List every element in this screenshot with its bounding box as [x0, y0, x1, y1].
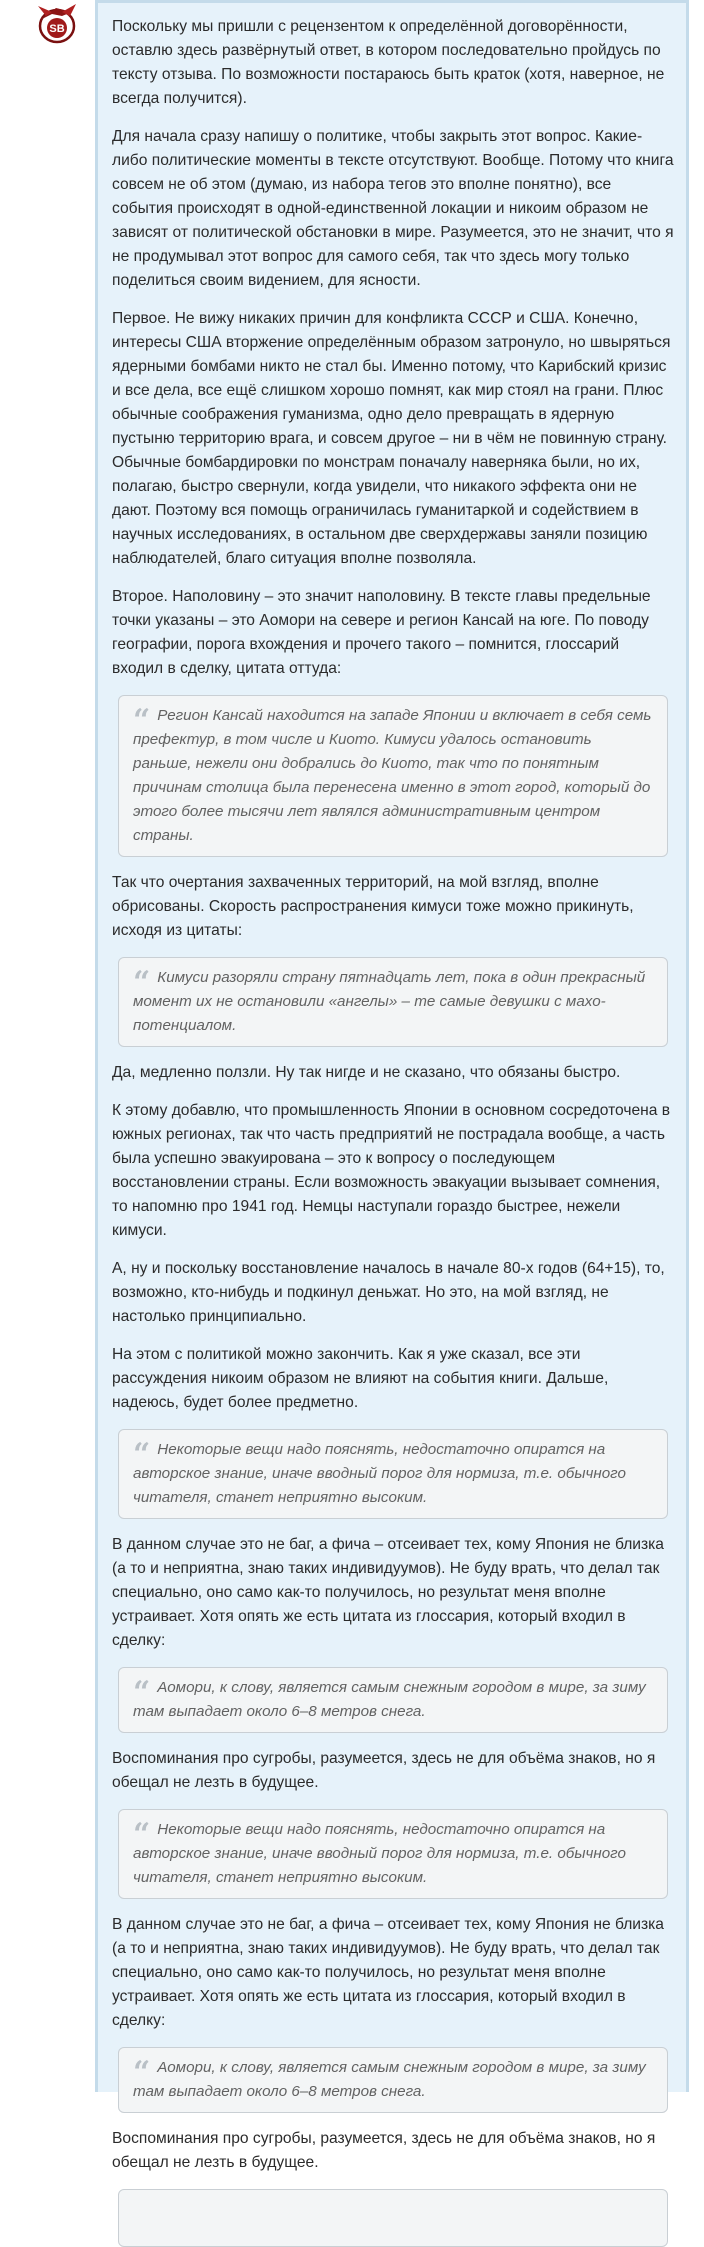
- quote-text: Аомори, к слову, является самым снежным городом в мире, за зиму там выпадает около 6–8 метров снега.: [133, 1679, 646, 1720]
- quote-icon: “: [133, 1675, 150, 1710]
- paragraph: Так что очертания захваченных территорий, на мой взгляд, вполне обрисованы. Скорость распространения кимуси тоже можно прикинуть, исходя из цитаты:: [112, 874, 634, 939]
- paragraph: На этом с политикой можно закончить. Как я уже сказал, все эти рассуждения никоим образом не влияют на события книги. Дальше, надеюсь, будет более предметно.: [112, 1346, 609, 1411]
- paragraph-first: Первое. Не вижу никаких причин для конфликта СССР и США. Конечно, интересы США вторжение определённым образом затронуло, но швыряться ядерными бомбами никто не стал бы. Именно потому, что Карибский кризис и все дела, все ещё слишком хорошо помнят, как мир стоял на грани. Плюс обычные соображения гуманизма, одно дело превращать в ядерную пустыню территорию врага, и совсем другое – ни в чём не повинную страну. Обычные бомбардировки по монстрам поначалу наверняка были, но их, полагаю, быстро свернули, когда увидели, что никакого эффекта они не дают. Поэтому вся помощь ограничилась гуманитаркой и содействием в научных исследованиях, в остальном две сверхдержавы заняли позицию наблюдателей, благо ситуация вполне позволяла.: [112, 310, 671, 567]
- quote-text: Аомори, к слову, является самым снежным городом в мире, за зиму там выпадает около 6–8 метров снега.: [133, 2059, 646, 2100]
- paragraph: В данном случае это не баг, а фича – отсеивает тех, кому Япония не близка (а то и неприятна, знаю таких индивидуумов). Не буду врать, что делал так специально, оно само как-то получилось, но результат меня вполне устраивает. Хотя опять же есть цитата из глоссария, который входил в сделку:: [112, 1916, 664, 2029]
- quote-icon: “: [133, 965, 150, 1000]
- blockquote: [118, 1809, 668, 1899]
- paragraph-politics: Для начала сразу напишу о политике, чтобы закрыть этот вопрос. Какие-либо политические моменты в тексте отсутствуют. Вообще. Потому что книга совсем не об этом (думаю, из набора тегов это вполне понятно), все события происходят в одной-единственной локации и никоим образом не зависят от политической обстановки в мире. Разумеется, это не значит, что я не продумывал этот вопрос для самого себя, так что здесь могу только поделиться своим видением, для ясности.: [112, 128, 674, 289]
- blockquote: [118, 1667, 668, 1733]
- quote-text: Регион Кансай находится на западе Японии и включает в себя семь префектур, в том числе и Киото. Кимуси удалось остановить раньше, нежели они добрались до Киото, так что по понятным причинам столица была перенесена именно в этот город, который до этого более тысячи лет являлся административным центром страны.: [133, 707, 652, 844]
- quote-text: Некоторые вещи надо пояснять, недостаточно опиратся на авторское знание, иначе вводный порог для нормиза, т.е. обычного читателя, станет неприятно высоким.: [133, 1441, 626, 1506]
- blockquote: [118, 1429, 668, 1519]
- quote-icon: “: [133, 1817, 150, 1852]
- quote-text: Некоторые вещи надо пояснять, недостаточно опиратся на авторское знание, иначе вводный порог для нормиза, т.е. обычного читателя, станет неприятно высоким.: [133, 1821, 626, 1886]
- quote-text: Кимуси разоряли страну пятнадцать лет, пока в один прекрасный момент их не остановили «ангелы» – те самые девушки с махо-потенциалом.: [133, 969, 646, 1034]
- svg-text:SB: SB: [49, 23, 65, 35]
- comment-post: [95, 0, 689, 2171]
- paragraph: Воспоминания про сугробы, разумеется, здесь не для объёма знаков, но я обещал не лезть в будущее.: [112, 1750, 656, 1791]
- blockquote: [118, 695, 668, 857]
- author-logo-icon: [32, 2, 80, 46]
- paragraph: Да, медленно ползли. Ну так нигде и не сказано, что обязаны быстро.: [112, 1064, 621, 1081]
- paragraph: Воспоминания про сугробы, разумеется, здесь не для объёма знаков, но я обещал не лезть в будущее.: [112, 2130, 656, 2171]
- paragraph: А, ну и поскольку восстановление началось в начале 80-х годов (64+15), то, возможно, кто-нибудь и подкинул деньжат. Но это, на мой взгляд, не настолько принципиально.: [112, 1260, 665, 1325]
- paragraph-second: Второе. Наполовину – это значит наполовину. В тексте главы предельные точки указаны – это Аомори на севере и регион Кансай на юге. По поводу географии, порога вхождения и прочего такого – помнится, глоссарий входил в сделку, цитата оттуда:: [112, 588, 651, 677]
- avatar[interactable]: [32, 2, 80, 46]
- quote-icon: “: [133, 703, 150, 738]
- blockquote: [118, 2047, 668, 2113]
- paragraph: К этому добавлю, что промышленность Японии в основном сосредоточена в южных регионах, так что часть предприятий не пострадала вообще, а часть была успешно эвакуирована – это к вопросу о последующем восстановлении страны. Если возможность эвакуации вызывает сомнения, то напомню про 1941 год. Немцы наступали гораздо быстрее, нежели кимуси.: [112, 1102, 671, 1239]
- paragraph-intro: Поскольку мы пришли с рецензентом к определённой договорённости, оставлю здесь развёрнутый ответ, в котором последовательно пройдусь по тексту отзыва. По возможности постараюсь быть краток (хотя, наверное, не всегда получится).: [112, 18, 665, 107]
- quote-icon: “: [133, 2055, 150, 2090]
- quote-icon: “: [133, 1437, 150, 1472]
- paragraph: В данном случае это не баг, а фича – отсеивает тех, кому Япония не близка (а то и неприятна, знаю таких индивидуумов). Не буду врать, что делал так специально, оно само как-то получилось, но результат меня вполне устраивает. Хотя опять же есть цитата из глоссария, который входил в сделку:: [112, 1536, 664, 1649]
- blockquote-partial: [118, 2189, 668, 2247]
- blockquote: [118, 957, 668, 1047]
